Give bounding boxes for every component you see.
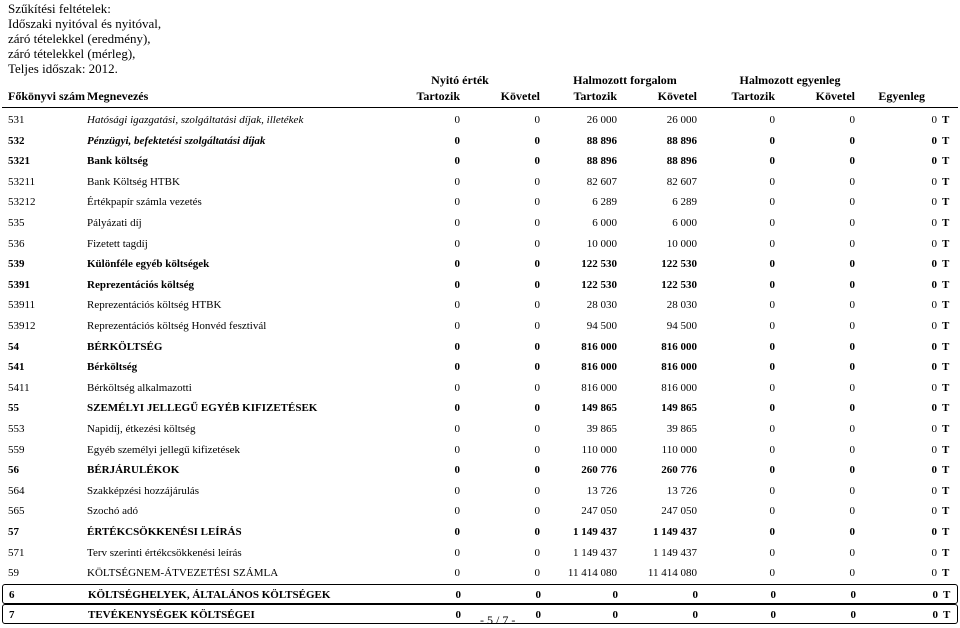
account-name-cell: KÖLTSÉGNEM-ÁTVEZETÉSI SZÁMLA [87, 567, 279, 579]
account-number-cell: 564 [8, 485, 25, 497]
turnover-credit-cell: 0 [692, 609, 698, 621]
balance-cell: 0 [931, 526, 937, 538]
balance-cell: 0 [931, 196, 937, 208]
balance-cell: 0 [931, 217, 937, 229]
col-name: Megnevezés [87, 89, 149, 103]
opening-credit-cell: 0 [534, 444, 540, 456]
account-name-cell: Értékpapír számla vezetés [87, 196, 202, 208]
balance-credit-cell: 0 [849, 485, 855, 497]
balance-cell: 0 [931, 505, 937, 517]
turnover-credit-cell: 26 000 [666, 114, 697, 126]
table-row [0, 337, 960, 357]
opening-credit-cell: 0 [534, 567, 540, 579]
account-number-cell: 535 [8, 217, 25, 229]
filter-line: záró tételekkel (eredmény), [8, 31, 151, 46]
account-name-cell: Pénzügyi, befektetési szolgáltatási díjak [87, 135, 266, 147]
balance-credit-cell: 0 [849, 464, 855, 476]
balance-cell: 0 [931, 444, 937, 456]
turnover-debit-cell: 88 896 [586, 155, 617, 167]
account-name-cell: Bank költség [87, 155, 148, 167]
opening-credit-cell: 0 [534, 382, 540, 394]
balance-debit-cell: 0 [769, 299, 775, 311]
turnover-credit-cell: 88 896 [666, 135, 697, 147]
balance-credit-cell: 0 [849, 567, 855, 579]
account-name-cell: Terv szerinti értékcsökkenési leírás [87, 547, 242, 559]
turnover-debit-cell: 82 607 [586, 176, 617, 188]
balance-credit-cell: 0 [849, 114, 855, 126]
account-name-cell: KÖLTSÉGHELYEK, ÁLTALÁNOS KÖLTSÉGEK [88, 589, 331, 601]
account-number-cell: 565 [8, 505, 25, 517]
balance-debit-cell: 0 [769, 258, 775, 270]
opening-debit-cell: 0 [454, 423, 460, 435]
turnover-credit-cell: 816 000 [661, 382, 697, 394]
opening-credit-cell: 0 [534, 485, 540, 497]
opening-credit-cell: 0 [534, 464, 540, 476]
balance-debit-cell: 0 [769, 135, 775, 147]
balance-debit-cell: 0 [769, 547, 775, 559]
balance-cell: 0 [931, 320, 937, 332]
account-number-cell: 56 [8, 464, 19, 476]
table-row [0, 398, 960, 418]
opening-debit-cell: 0 [454, 320, 460, 332]
opening-debit-cell: 0 [454, 526, 460, 538]
col-balance-credit: Követel [815, 89, 855, 103]
opening-debit-cell: 0 [454, 176, 460, 188]
turnover-debit-cell: 816 000 [581, 382, 617, 394]
balance-debit-cell: 0 [769, 382, 775, 394]
balance-debit-cell: 0 [769, 279, 775, 291]
opening-credit-cell: 0 [534, 402, 540, 414]
balance-credit-cell: 0 [849, 402, 855, 414]
turnover-credit-cell: 1 149 437 [653, 547, 697, 559]
balance-side-cell: T [942, 382, 950, 394]
opening-credit-cell: 0 [534, 217, 540, 229]
balance-side-cell: T [942, 526, 950, 538]
account-name-cell: Fizetett tagdíj [87, 238, 148, 250]
account-number-cell: 7 [9, 609, 15, 621]
turnover-credit-cell: 10 000 [666, 238, 697, 250]
col-turnover-credit: Követel [657, 89, 697, 103]
table-row [0, 316, 960, 336]
turnover-debit-cell: 816 000 [581, 361, 617, 373]
turnover-debit-cell: 94 500 [586, 320, 617, 332]
col-opening-debit: Tartozik [416, 89, 460, 103]
turnover-debit-cell: 1 149 437 [573, 547, 617, 559]
table-row [0, 419, 960, 439]
balance-credit-cell: 0 [849, 444, 855, 456]
account-number-cell: 553 [8, 423, 25, 435]
turnover-debit-cell: 28 030 [586, 299, 617, 311]
balance-debit-cell: 0 [769, 217, 775, 229]
turnover-debit-cell: 122 530 [581, 258, 617, 270]
balance-side-cell: T [942, 547, 950, 559]
turnover-credit-cell: 816 000 [661, 361, 697, 373]
balance-cell: 0 [931, 176, 937, 188]
balance-cell: 0 [931, 279, 937, 291]
group-cumulative-balance: Halmozott egyenleg [739, 73, 841, 87]
balance-cell: 0 [931, 423, 937, 435]
balance-side-cell: T [942, 361, 950, 373]
table-row [0, 213, 960, 233]
turnover-credit-cell: 88 896 [666, 155, 697, 167]
account-name-cell: Reprezentációs költség [87, 279, 195, 291]
opening-credit-cell: 0 [534, 526, 540, 538]
balance-debit-cell: 0 [769, 567, 775, 579]
balance-cell: 0 [931, 382, 937, 394]
opening-credit-cell: 0 [534, 135, 540, 147]
opening-credit-cell: 0 [534, 320, 540, 332]
account-number-cell: 532 [8, 135, 25, 147]
table-row [0, 110, 960, 130]
opening-credit-cell: 0 [534, 238, 540, 250]
account-number-cell: 53212 [8, 196, 36, 208]
balance-cell: 0 [931, 114, 937, 126]
turnover-credit-cell: 82 607 [666, 176, 697, 188]
account-name-cell: Bank Költség HTBK [87, 176, 180, 188]
balance-side-cell: T [942, 320, 950, 332]
opening-credit-cell: 0 [534, 547, 540, 559]
account-number-cell: 541 [8, 361, 25, 373]
table-row [0, 275, 960, 295]
account-name-cell: ÉRTÉKCSÖKKENÉSI LEÍRÁS [87, 526, 242, 538]
balance-side-cell: T [942, 155, 950, 167]
opening-credit-cell: 0 [534, 155, 540, 167]
balance-credit-cell: 0 [850, 589, 856, 601]
account-name-cell: BÉRJÁRULÉKOK [87, 464, 180, 476]
opening-credit-cell: 0 [535, 589, 541, 601]
account-number-cell: 5391 [8, 279, 30, 291]
balance-cell: 0 [931, 299, 937, 311]
col-opening-credit: Követel [500, 89, 540, 103]
turnover-credit-cell: 13 726 [666, 485, 697, 497]
account-number-cell: 5411 [8, 382, 30, 394]
account-number-cell: 5321 [8, 155, 30, 167]
balance-side-cell: T [942, 485, 950, 497]
balance-side-cell: T [942, 444, 950, 456]
account-number-cell: 53911 [8, 299, 36, 311]
balance-debit-cell: 0 [769, 526, 775, 538]
balance-side-cell: T [942, 279, 950, 291]
balance-side-cell: T [942, 135, 950, 147]
balance-side-cell: T [942, 258, 950, 270]
opening-credit-cell: 0 [534, 196, 540, 208]
filter-line: Szűkítési feltételek: [8, 1, 111, 16]
opening-debit-cell: 0 [454, 155, 460, 167]
balance-cell: 0 [931, 361, 937, 373]
opening-debit-cell: 0 [454, 279, 460, 291]
table-row [0, 543, 960, 563]
opening-credit-cell: 0 [534, 258, 540, 270]
column-header-row [0, 89, 960, 105]
turnover-debit-cell: 6 000 [592, 217, 617, 229]
account-name-cell: Szochó adó [87, 505, 139, 517]
table-row [0, 378, 960, 398]
turnover-debit-cell: 6 289 [592, 196, 617, 208]
account-name-cell: Bérköltség alkalmazotti [87, 382, 192, 394]
opening-debit-cell: 0 [454, 402, 460, 414]
balance-credit-cell: 0 [849, 217, 855, 229]
balance-debit-cell: 0 [769, 444, 775, 456]
table-row [0, 234, 960, 254]
account-number-cell: 571 [8, 547, 25, 559]
account-name-cell: Reprezentációs költség HTBK [87, 299, 222, 311]
balance-credit-cell: 0 [849, 341, 855, 353]
opening-debit-cell: 0 [454, 135, 460, 147]
account-name-cell: TEVÉKENYSÉGEK KÖLTSÉGEI [88, 609, 255, 621]
balance-cell: 0 [931, 485, 937, 497]
account-number-cell: 57 [8, 526, 19, 538]
opening-debit-cell: 0 [455, 609, 461, 621]
table-row [0, 501, 960, 521]
balance-debit-cell: 0 [769, 505, 775, 517]
balance-credit-cell: 0 [849, 155, 855, 167]
turnover-debit-cell: 247 050 [581, 505, 617, 517]
account-number-cell: 559 [8, 444, 25, 456]
group-opening-value: Nyitó érték [431, 73, 489, 87]
table-row [0, 192, 960, 212]
balance-debit-cell: 0 [769, 423, 775, 435]
table-row [0, 172, 960, 192]
opening-debit-cell: 0 [454, 464, 460, 476]
turnover-credit-cell: 1 149 437 [653, 526, 697, 538]
turnover-credit-cell: 122 530 [661, 279, 697, 291]
turnover-debit-cell: 1 149 437 [573, 526, 617, 538]
balance-cell: 0 [932, 609, 938, 621]
turnover-credit-cell: 0 [692, 589, 698, 601]
opening-debit-cell: 0 [454, 382, 460, 394]
account-number-cell: 531 [8, 114, 25, 126]
balance-credit-cell: 0 [849, 135, 855, 147]
opening-debit-cell: 0 [454, 485, 460, 497]
header-divider [2, 107, 958, 108]
balance-side-cell: T [942, 402, 950, 414]
turnover-credit-cell: 110 000 [661, 444, 697, 456]
column-group-header [0, 73, 960, 89]
balance-cell: 0 [931, 341, 937, 353]
balance-cell: 0 [932, 589, 938, 601]
opening-debit-cell: 0 [454, 505, 460, 517]
turnover-credit-cell: 122 530 [661, 258, 697, 270]
balance-debit-cell: 0 [770, 609, 776, 621]
turnover-debit-cell: 149 865 [581, 402, 617, 414]
table-row [0, 460, 960, 480]
table-row [0, 295, 960, 315]
opening-debit-cell: 0 [454, 196, 460, 208]
balance-cell: 0 [931, 547, 937, 559]
turnover-debit-cell: 10 000 [586, 238, 617, 250]
opening-credit-cell: 0 [534, 176, 540, 188]
account-name-cell: Reprezentációs költség Honvéd fesztivál [87, 320, 267, 332]
turnover-debit-cell: 816 000 [581, 341, 617, 353]
balance-debit-cell: 0 [769, 155, 775, 167]
turnover-debit-cell: 13 726 [586, 485, 617, 497]
balance-side-cell: T [942, 176, 950, 188]
table-row [0, 522, 960, 542]
opening-debit-cell: 0 [454, 114, 460, 126]
balance-cell: 0 [931, 238, 937, 250]
balance-credit-cell: 0 [849, 505, 855, 517]
balance-side-cell: T [943, 609, 951, 621]
turnover-credit-cell: 247 050 [661, 505, 697, 517]
filter-line: záró tételekkel (mérleg), [8, 46, 136, 61]
balance-credit-cell: 0 [849, 361, 855, 373]
turnover-credit-cell: 149 865 [661, 402, 697, 414]
account-number-cell: 6 [9, 589, 15, 601]
balance-debit-cell: 0 [769, 402, 775, 414]
balance-side-cell: T [942, 299, 950, 311]
opening-debit-cell: 0 [454, 217, 460, 229]
account-name-cell: Különféle egyéb költségek [87, 258, 210, 270]
balance-credit-cell: 0 [849, 279, 855, 291]
turnover-credit-cell: 816 000 [661, 341, 697, 353]
turnover-credit-cell: 28 030 [666, 299, 697, 311]
balance-cell: 0 [931, 464, 937, 476]
opening-debit-cell: 0 [454, 567, 460, 579]
filter-line: Időszaki nyitóval és nyitóval, [8, 16, 162, 31]
filter-line: Teljes időszak: 2012. [8, 61, 118, 76]
table-row [0, 357, 960, 377]
table-row [0, 563, 960, 583]
balance-debit-cell: 0 [769, 464, 775, 476]
balance-side-cell: T [942, 505, 950, 517]
account-number-cell: 59 [8, 567, 19, 579]
turnover-credit-cell: 94 500 [666, 320, 697, 332]
account-name-cell: Hatósági igazgatási, szolgáltatási díjak, illetékek [87, 114, 304, 126]
table-row [0, 481, 960, 501]
balance-side-cell: T [942, 464, 950, 476]
opening-credit-cell: 0 [534, 279, 540, 291]
table-row [0, 151, 960, 171]
turnover-credit-cell: 39 865 [666, 423, 697, 435]
balance-side-cell: T [942, 217, 950, 229]
opening-credit-cell: 0 [534, 114, 540, 126]
opening-credit-cell: 0 [534, 423, 540, 435]
col-balance: Egyenleg [878, 89, 925, 103]
filter-conditions [8, 1, 161, 76]
balance-cell: 0 [931, 567, 937, 579]
balance-cell: 0 [931, 155, 937, 167]
balance-side-cell: T [942, 341, 950, 353]
opening-credit-cell: 0 [535, 609, 541, 621]
balance-side-cell: T [942, 567, 950, 579]
balance-cell: 0 [931, 402, 937, 414]
account-name-cell: BÉRKÖLTSÉG [87, 341, 163, 353]
balance-debit-cell: 0 [769, 341, 775, 353]
account-number-cell: 536 [8, 238, 25, 250]
balance-credit-cell: 0 [849, 547, 855, 559]
opening-debit-cell: 0 [454, 238, 460, 250]
balance-side-cell: T [942, 196, 950, 208]
turnover-credit-cell: 6 289 [672, 196, 697, 208]
account-name-cell: Bérköltség [87, 361, 138, 373]
turnover-debit-cell: 0 [612, 589, 618, 601]
turnover-credit-cell: 11 414 080 [647, 567, 697, 579]
balance-credit-cell: 0 [849, 526, 855, 538]
balance-side-cell: T [943, 589, 951, 601]
balance-credit-cell: 0 [849, 176, 855, 188]
balance-credit-cell: 0 [850, 609, 856, 621]
group-cumulative-turnover: Halmozott forgalom [573, 73, 677, 87]
balance-cell: 0 [931, 135, 937, 147]
balance-debit-cell: 0 [769, 176, 775, 188]
opening-debit-cell: 0 [455, 589, 461, 601]
opening-credit-cell: 0 [534, 505, 540, 517]
opening-debit-cell: 0 [454, 547, 460, 559]
opening-debit-cell: 0 [454, 444, 460, 456]
balance-debit-cell: 0 [769, 238, 775, 250]
table-row [0, 440, 960, 460]
account-number-cell: 539 [8, 258, 25, 270]
balance-debit-cell: 0 [769, 114, 775, 126]
balance-debit-cell: 0 [769, 361, 775, 373]
turnover-credit-cell: 260 776 [661, 464, 697, 476]
page-number: - 5 / 7 - [480, 613, 516, 627]
balance-debit-cell: 0 [769, 485, 775, 497]
account-number-cell: 54 [8, 341, 19, 353]
turnover-debit-cell: 0 [612, 609, 618, 621]
balance-debit-cell: 0 [769, 320, 775, 332]
turnover-debit-cell: 26 000 [586, 114, 617, 126]
opening-debit-cell: 0 [454, 258, 460, 270]
balance-side-cell: T [942, 423, 950, 435]
balance-side-cell: T [942, 114, 950, 126]
account-name-cell: Szakképzési hozzájárulás [87, 485, 200, 497]
table-row [0, 131, 960, 151]
opening-debit-cell: 0 [454, 299, 460, 311]
table-row [2, 584, 958, 604]
balance-credit-cell: 0 [849, 320, 855, 332]
account-name-cell: Pályázati díj [87, 217, 142, 229]
table-row [0, 254, 960, 274]
account-number-cell: 53211 [8, 176, 36, 188]
balance-credit-cell: 0 [849, 258, 855, 270]
turnover-credit-cell: 6 000 [672, 217, 697, 229]
account-name-cell: SZEMÉLYI JELLEGŰ EGYÉB KIFIZETÉSEK [87, 402, 318, 414]
turnover-debit-cell: 122 530 [581, 279, 617, 291]
opening-debit-cell: 0 [454, 361, 460, 373]
col-account-number: Főkönyvi szám [8, 89, 86, 103]
balance-debit-cell: 0 [769, 196, 775, 208]
turnover-debit-cell: 110 000 [581, 444, 617, 456]
turnover-debit-cell: 88 896 [586, 135, 617, 147]
turnover-debit-cell: 260 776 [581, 464, 617, 476]
balance-credit-cell: 0 [849, 238, 855, 250]
opening-debit-cell: 0 [454, 341, 460, 353]
opening-credit-cell: 0 [534, 361, 540, 373]
account-name-cell: Napidíj, étkezési költség [87, 423, 196, 435]
balance-cell: 0 [931, 258, 937, 270]
account-number-cell: 53912 [8, 320, 36, 332]
col-turnover-debit: Tartozik [573, 89, 617, 103]
turnover-debit-cell: 11 414 080 [567, 567, 617, 579]
opening-credit-cell: 0 [534, 341, 540, 353]
balance-debit-cell: 0 [770, 589, 776, 601]
balance-side-cell: T [942, 238, 950, 250]
balance-credit-cell: 0 [849, 196, 855, 208]
balance-credit-cell: 0 [849, 423, 855, 435]
account-number-cell: 55 [8, 402, 19, 414]
balance-credit-cell: 0 [849, 299, 855, 311]
col-balance-debit: Tartozik [731, 89, 775, 103]
balance-credit-cell: 0 [849, 382, 855, 394]
account-name-cell: Egyéb személyi jellegű kifizetések [87, 444, 241, 456]
turnover-debit-cell: 39 865 [586, 423, 617, 435]
opening-credit-cell: 0 [534, 299, 540, 311]
